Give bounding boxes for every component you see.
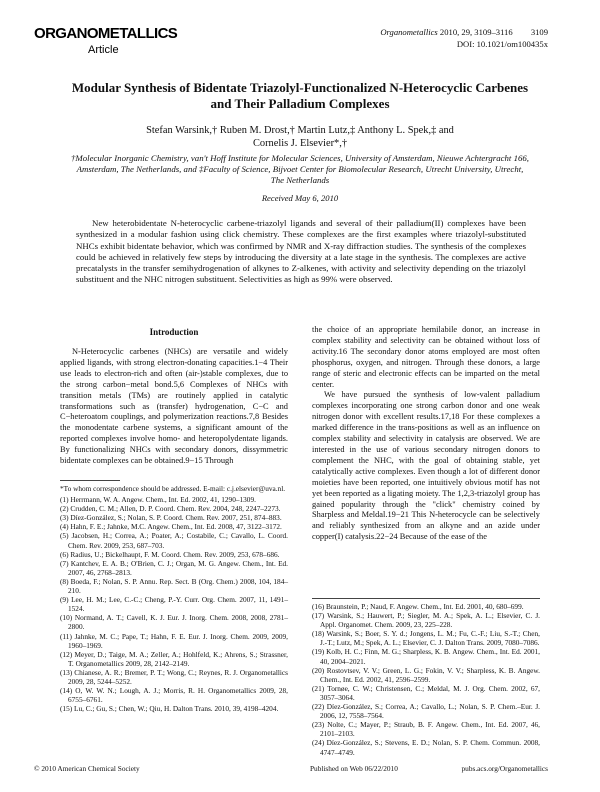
intro-paragraph-1: N-Heterocyclic carbenes (NHCs) are versatile and widely applied ligands, with strong electron-donating capacities.1−4 Their use leads to electron-rich and often (air-)stable complexes, due to the strong carbon−metal bond.5,6 Complexes of NHCs with transition metals (TMs) are routinely applied in catalytic transformations such as (transfer) hydrogenation, C−C and C−heteroatom couplings, and polymerization reactions.7,8 Besides the monodentate carbene systems, a significant amount of the reported complexes involve homo- and heteropolydentate ligands. By functionalizing NHCs with secondary donors, dissymmetric bidentate complexes can be obtained.9−15 Through bbox=[60, 347, 288, 466]
reference-item: (8) Boeda, F.; Nolan, S. P. Annu. Rep. Sect. B (Org. Chem.) 2008, 104, 184–210. bbox=[60, 576, 288, 596]
reference-list-left bbox=[60, 495, 288, 713]
doi-text: DOI: 10.1021/om100435x bbox=[456, 39, 548, 49]
reference-item: (23) Nolte, C.; Mayer, P.; Straub, B. F. Angew. Chem., Int. Ed. 2007, 46, 2101–2103. bbox=[312, 720, 540, 739]
reference-item: (20) Rostovtsev, V. V.; Green, L. G.; Fokin, V. V.; Sharpless, K. B. Angew. Chem., Int. Ed. 2002, 41, 2596–2599. bbox=[312, 665, 540, 684]
journal-url[interactable]: pubs.acs.org/Organometallics bbox=[461, 764, 548, 773]
affiliations: †Molecular Inorganic Chemistry, van't Hoff Institute for Molecular Sciences, University of Amsterdam, Nieuwe Achtergracht 166, Amsterdam, The Netherlands, and ‡Faculty of Science, Bijvoet Center for Biomolecular Research, Utrecht University, Utrecht, The Netherlands bbox=[71, 153, 529, 185]
reference-item: (17) Warsink, S.; Hauwert, P.; Siegler, M. A.; Spek, A. L.; Elsevier, C. J. Appl. Organomet. Chem. 2009, 23, 225–228. bbox=[312, 611, 540, 630]
author-list bbox=[80, 124, 520, 150]
reference-item: (19) Kolb, H. C.; Finn, M. G.; Sharpless, K. B. Angew. Chem., Int. Ed. 2001, 40, 2004–2021. bbox=[312, 647, 540, 666]
published-date: Published on Web 06/22/2010 bbox=[310, 764, 398, 773]
correspondence-footnote: *To whom correspondence should be addressed. E-mail: c.j.elsevier@uva.nl. bbox=[60, 484, 286, 493]
authors-line-2: Cornelis J. Elsevier*,† bbox=[252, 138, 348, 149]
reference-item: (6) Radius, U.; Bickelhaupt, F. M. Coord. Chem. Rev. 2009, 253, 678–686. bbox=[60, 549, 280, 559]
reference-item: (21) Tornøe, C. W.; Christensen, C.; Meldal, M. J. Org. Chem. 2002, 67, 3057–3064. bbox=[312, 683, 540, 702]
footnote-divider bbox=[60, 480, 120, 481]
reference-item: (10) Normand, A. T.; Cavell, K. J. Eur. J. Inorg. Chem. 2008, 2008, 2781–2800. bbox=[60, 613, 288, 632]
authors-line-1: Stefan Warsink,† Ruben M. Drost,† Martin Lutz,‡ Anthony L. Spek,‡ and bbox=[146, 125, 454, 136]
paper-title: Modular Synthesis of Bidentate Triazolyl-Functionalized N-Heterocyclic Carbenes and Their Palladium Complexes bbox=[71, 80, 529, 111]
reference-item: (13) Chianese, A. R.; Bremer, P. T.; Wong, C.; Reynes, R. J. Organometallics 2009, 28, 5244–5252. bbox=[60, 667, 288, 686]
reference-item: (1) Herrmann, W. A. Angew. Chem., Int. Ed. 2002, 41, 1290–1309. bbox=[60, 495, 256, 505]
reference-item: (9) Lee, H. M.; Lee, C.-C.; Cheng, P.-Y. Curr. Org. Chem. 2007, 11, 1491–1524. bbox=[60, 595, 288, 614]
journal-logo: ORGANOMETALLICS bbox=[34, 25, 178, 42]
column-divider bbox=[312, 598, 540, 599]
reference-item: (14) O, W. W. N.; Lough, A. J.; Morris, R. H. Organometallics 2009, 28, 6755–6761. bbox=[60, 686, 288, 705]
journal-citation bbox=[380, 27, 548, 37]
reference-item: (18) Warsink, S.; Boer, S. Y. d.; Jongens, L. M.; Fu, C.-F.; Liu, S.-T.; Chen, J.-T.; Lutz, M.; Spek, A. L.; Elsevier, C. J. Dalton Trans. 2009, 7080–7086. bbox=[312, 629, 540, 648]
intro-paragraph-3: We have pursued the synthesis of low-valent palladium complexes incorporating one strong carbon donor and one weak nitrogen donor with excellent results.17,18 For these complexes a marked difference in the trans-positions as well as an influence on complex stability and selectivity in catalysis are observed. We are interested in the use of various secondary nitrogen donors to complement the NHC, with the goal of obtaining stable, yet catalytically active complexes. Even though a lot of different donor moieties have been reported, one intuitively obvious motif has not yet been reported as a ligating moiety. The 1,2,3-triazolyl group has gained popularity through the "click" chemistry coined by Sharpless and Meldal.19−21 This N-heterocycle can be selectively and reliably synthesized from an alkyne and an azide under copper(I) catalysis.22−24 Because of the ease of the bbox=[312, 390, 540, 542]
citation-text: 2010, 29, 3109–3116 bbox=[439, 27, 513, 37]
introduction-heading: Introduction bbox=[149, 327, 199, 337]
reference-item: (24) Díez-González, S.; Stevens, E. D.; Nolan, S. P. Chem. Commun. 2008, 4747–4749. bbox=[312, 738, 540, 757]
reference-item: (7) Kantchev, E. A. B.; O'Brien, C. J.; Organ, M. G. Angew. Chem., Int. Ed. 2007, 46, 2768–2813. bbox=[60, 558, 288, 577]
abstract: New heterobidentate N-heterocyclic carbene-triazolyl ligands and several of their palladium(II) complexes have been synthesized in a modular fashion using click chemistry. These complexes are the first examples where triazolyl-substituted NHCs exhibit bidentate behavior, which was confirmed by NMR and X-ray diffraction studies. The synthesis of the complexes could be achieved in relatively few steps by introducing the diversity at a late stage in the synthesis. The complexes are active precatalysts in the transfer semihydrogenation of alkynes to Z-alkenes, with activity and selectivity depending on the triazolyl substituent and the NHC nitrogen substituent. Selectivities as high as 99% were observed. bbox=[76, 218, 526, 285]
reference-item: (16) Braunstein, P.; Naud, F. Angew. Chem., Int. Ed. 2001, 40, 680–699. bbox=[312, 602, 524, 611]
journal-name: Organometallics bbox=[380, 27, 438, 37]
reference-item: (3) Díez-González, S.; Nolan, S. P. Coord. Chem. Rev. 2007, 251, 874–883. bbox=[60, 513, 282, 523]
copyright-notice: © 2010 American Chemical Society bbox=[34, 764, 140, 773]
intro-right-column bbox=[312, 325, 540, 543]
page-number: 3109 bbox=[530, 27, 548, 37]
reference-list-right bbox=[312, 602, 540, 757]
article-type-label: Article bbox=[88, 44, 119, 56]
reference-item: (2) Crudden, C. M.; Allen, D. P. Coord. Chem. Rev. 2004, 248, 2247–2273. bbox=[60, 504, 281, 514]
reference-item: (12) Meyer, D.; Taige, M. A.; Zeller, A.; Hohlfeld, K.; Ahrens, S.; Strassner, T. Organometallics 2009, 28, 2142–2149. bbox=[60, 649, 288, 668]
reference-item: (22) Díez-González, S.; Correa, A.; Cavallo, L.; Nolan, S. P. Chem.–Eur. J. 2006, 12, 7558–7564. bbox=[312, 702, 540, 721]
intro-left-column bbox=[60, 347, 288, 467]
reference-item: (11) Jahnke, M. C.; Pape, T.; Hahn, F. E. Eur. J. Inorg. Chem. 2009, 2009, 1960–1969. bbox=[60, 631, 288, 650]
intro-paragraph-2: the choice of an appropriate hemilabile donor, an increase in complex stability and selectivity can be obtained without loss of activity.16 The secondary donor atoms employed are most often phosphorus, oxygen, and nitrogen. Through these donors, a large range of steric and electronic effects can be imparted on the metal center. bbox=[312, 325, 540, 389]
reference-item: (5) Jacobsen, H.; Correa, A.; Poater, A.; Costabile, C.; Cavallo, L. Coord. Chem. Rev. 2009, 253, 687–703. bbox=[60, 531, 288, 550]
reference-item: (15) Lu, C.; Gu, S.; Chen, W.; Qiu, H. Dalton Trans. 2010, 39, 4198–4204. bbox=[60, 704, 279, 714]
reference-item: (4) Hahn, F. E.; Jahnke, M.C. Angew. Chem., Int. Ed. 2008, 47, 3122–3172. bbox=[60, 522, 282, 532]
received-date: Received May 6, 2010 bbox=[261, 193, 339, 203]
left-footnotes bbox=[60, 484, 288, 713]
